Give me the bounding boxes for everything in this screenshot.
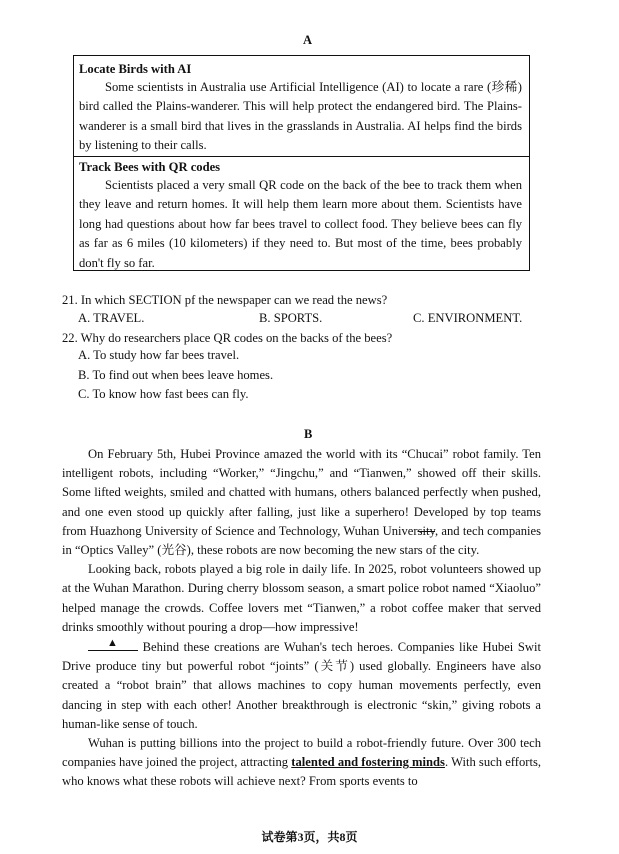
univ-struck: sity: [417, 523, 435, 538]
triangle-marker: ▲: [107, 637, 118, 650]
question-21-stem: 21. In which SECTION pf the newspaper can we read the news?: [62, 293, 388, 307]
question-22-stem: 22. Why do researchers place QR codes on the backs of the bees?: [62, 331, 393, 345]
box-divider: [74, 156, 529, 157]
p2-text: Looking back, robots played a big role in daily life. In 2025, robot volunteers showed up at the Wuhan Marathon. During cherry blossom season, a smart police robot named “Xiaoluo” helped manage the crowds. Coffee lovers met “Tianwen,” a robot coffee maker that served drinks smoothly without pouring a drop—how impressive!: [62, 562, 541, 634]
p4-part-a: Wuhan is putting billions into the project to build a robot-friendly future. Over 300 tech companies have joined the project, attracting: [62, 736, 541, 770]
item1-text: [79, 78, 522, 156]
paragraph-3: [62, 637, 541, 734]
passage-a-letter: A: [303, 33, 313, 47]
passage-b-text: [62, 445, 541, 792]
passage-b-letter: B: [304, 427, 313, 441]
item1-title: Locate Birds with AI: [79, 62, 192, 76]
item2-text: [79, 176, 522, 273]
blank-slot: [88, 637, 138, 651]
item1-text-content: Some scientists in Australia use Artificial Intelligence (AI) to locate a rare (珍稀) bird called the Plains-wanderer. This will help protect the endangered bird. The Plains-wanderer is a small bird that lives in the grasslands in Australia. AI helps find the birds by listening to their calls.: [79, 80, 522, 153]
q21-option-b: B. SPORTS.: [259, 311, 323, 325]
page-footer: 试卷第3页，共8页: [261, 830, 358, 844]
univ-text: [383, 524, 435, 538]
p4-part-b: . With such efforts, who knows what these robots will achieve next? From sports events to: [62, 755, 541, 789]
univ-prefix: Univer: [382, 523, 418, 538]
item2-text-content: Scientists placed a very small QR code on the back of the bee to track them when they leave and return homes. It will help them learn more about them. Scientists have long had questions about how far bees travel to collect food. They believe bees can fly as far as 6 miles (10 kilometers) if they need to. But most of the time, bees probably don't fly so far.: [79, 178, 522, 270]
q22-option-b: B. To find out when bees leave homes.: [78, 368, 274, 382]
news-box: [73, 55, 530, 271]
paragraph-4: [62, 734, 541, 792]
paragraph-1: [62, 445, 541, 560]
underlined-phrase: talented and fostering minds: [291, 755, 445, 770]
q21-option-c: C. ENVIRONMENT.: [413, 311, 523, 325]
p3-text: Behind these creations are Wuhan's tech heroes. Companies like Hubei Swit Drive produce tiny but powerful robot “joints” (关节) used globally. Engineers have also created a “robot brain” that allows machines to copy human movements perfectly, even dancing in step with each other! Another breakthrough is electronic “skin,” giving robots a human-like sense of touch.: [62, 640, 541, 731]
q22-option-a: A. To study how far bees travel.: [78, 348, 240, 362]
paragraph-2: [62, 560, 541, 637]
q21-option-a: A. TRAVEL.: [78, 311, 145, 325]
p1-part-b: , and tech companies in “Optics Valley” (光谷), these robots are now becoming the new stars of the city.: [62, 523, 542, 558]
q22-option-c: C. To know how fast bees can fly.: [78, 387, 249, 401]
p1-part-a: On February 5th, Hubei Province amazed the world with its “Chucai” robot family. Ten intelligent robots, including “Worker,” “Jingchu,” and “Tianwen,” showed off their skills. Some lifted weights, smiled and chatted with humans, others balanced perfectly when pushed, and one even stood up quickly after falling, just like a superhero! Developed by top teams from Huazhong University of Science and Technology, Wuhan: [62, 447, 541, 538]
item2-title: Track Bees with QR codes: [79, 160, 221, 174]
